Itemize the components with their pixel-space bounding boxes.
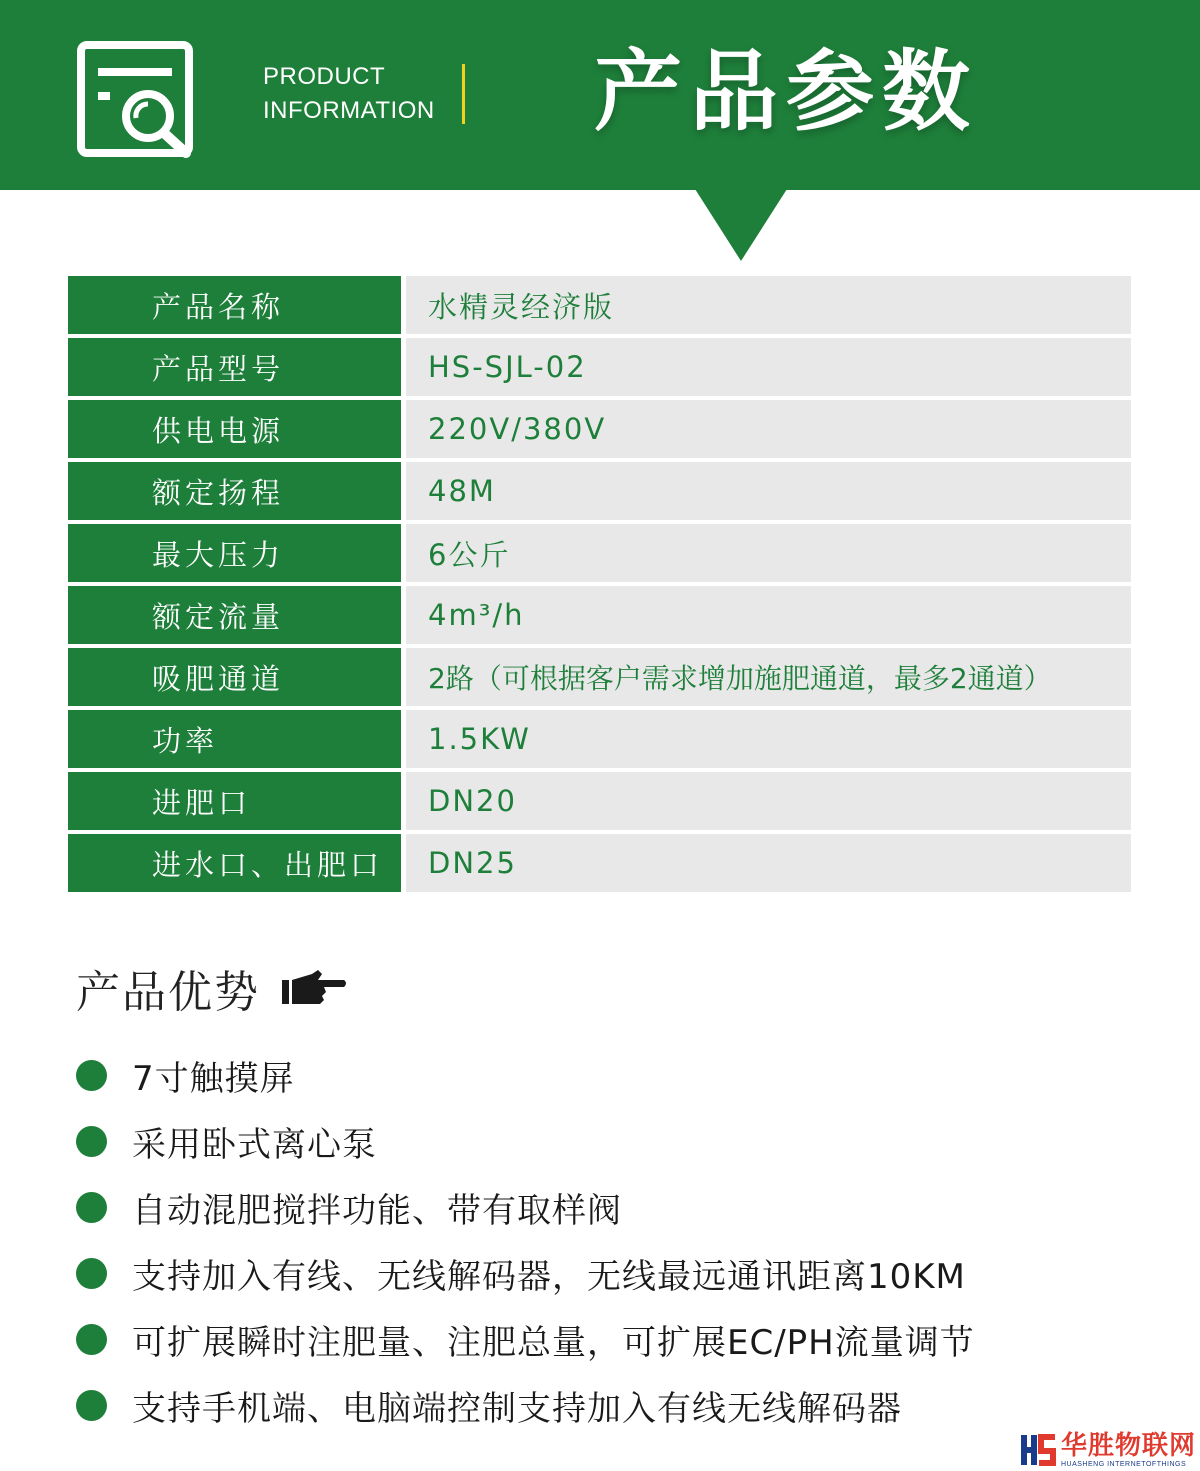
english-title-line1: PRODUCT xyxy=(263,63,386,90)
spec-table xyxy=(68,276,1131,896)
spec-label: 供电电源 xyxy=(68,400,401,458)
list-item xyxy=(76,1108,1116,1174)
bullet-dot-icon xyxy=(76,1390,107,1421)
advantage-text: 支持加入有线、无线解码器，无线最远通讯距离10KM xyxy=(132,1256,966,1297)
advantage-text: 可扩展瞬时注肥量、注肥总量，可扩展EC/PH流量调节 xyxy=(132,1322,975,1363)
spec-value: 2路（可根据客户需求增加施肥通道，最多2通道） xyxy=(406,648,1131,706)
spec-label: 额定扬程 xyxy=(68,462,401,520)
table-row xyxy=(68,648,1131,706)
watermark-text xyxy=(1061,1432,1196,1469)
table-row xyxy=(68,524,1131,582)
bullet-dot-icon xyxy=(76,1192,107,1223)
advantages-heading xyxy=(76,956,348,1020)
watermark xyxy=(1019,1431,1196,1469)
watermark-en: HUASHENG INTERNETOFTHINGS xyxy=(1060,1460,1187,1468)
english-title-line2: INFORMATION xyxy=(263,97,435,124)
table-row xyxy=(68,710,1131,768)
bullet-dot-icon xyxy=(76,1060,107,1091)
spec-value: HS-SJL-02 xyxy=(406,338,1131,396)
table-row xyxy=(68,586,1131,644)
english-title xyxy=(263,60,435,128)
list-item xyxy=(76,1174,1116,1240)
advantages-title: 产品优势 xyxy=(76,967,260,1018)
spec-value: 6公斤 xyxy=(406,524,1131,582)
spec-value: 220V/380V xyxy=(406,400,1131,458)
list-item xyxy=(76,1306,1116,1372)
bullet-dot-icon xyxy=(76,1258,107,1289)
hs-logo-icon xyxy=(1019,1431,1057,1469)
table-row xyxy=(68,400,1131,458)
advantage-text: 7寸触摸屏 xyxy=(132,1058,295,1099)
document-search-icon xyxy=(76,40,196,158)
spec-value: 1.5KW xyxy=(406,710,1131,768)
spec-label: 产品型号 xyxy=(68,338,401,396)
table-row xyxy=(68,834,1131,892)
bullet-dot-icon xyxy=(76,1324,107,1355)
list-item xyxy=(76,1240,1116,1306)
pointing-hand-icon xyxy=(282,968,348,1008)
header-banner xyxy=(0,0,1200,190)
spec-label: 额定流量 xyxy=(68,586,401,644)
spec-label: 进肥口 xyxy=(68,772,401,830)
title-divider xyxy=(462,64,465,124)
spec-value: DN20 xyxy=(406,772,1131,830)
advantage-text: 自动混肥搅拌功能、带有取样阀 xyxy=(132,1190,622,1231)
spec-label: 功率 xyxy=(68,710,401,768)
list-item xyxy=(76,1372,1116,1438)
spec-label: 最大压力 xyxy=(68,524,401,582)
bullet-dot-icon xyxy=(76,1126,107,1157)
advantage-text: 采用卧式离心泵 xyxy=(132,1124,377,1165)
spec-label: 产品名称 xyxy=(68,276,401,334)
advantages-list xyxy=(76,1042,1116,1438)
page-title: 产品参数 xyxy=(594,40,979,143)
table-row xyxy=(68,338,1131,396)
spec-label: 吸肥通道 xyxy=(68,648,401,706)
advantage-text: 支持手机端、电脑端控制支持加入有线无线解码器 xyxy=(132,1388,902,1429)
table-row xyxy=(68,462,1131,520)
watermark-cn: 华胜物联网 xyxy=(1060,1430,1196,1461)
spec-value: 水精灵经济版 xyxy=(406,276,1131,334)
list-item xyxy=(76,1042,1116,1108)
spec-label: 进水口、出肥口 xyxy=(68,834,401,892)
spec-value: 48M xyxy=(406,462,1131,520)
table-row xyxy=(68,276,1131,334)
banner-pointer xyxy=(695,189,787,261)
spec-value: 4m³/h xyxy=(406,586,1131,644)
table-row xyxy=(68,772,1131,830)
spec-value: DN25 xyxy=(406,834,1131,892)
